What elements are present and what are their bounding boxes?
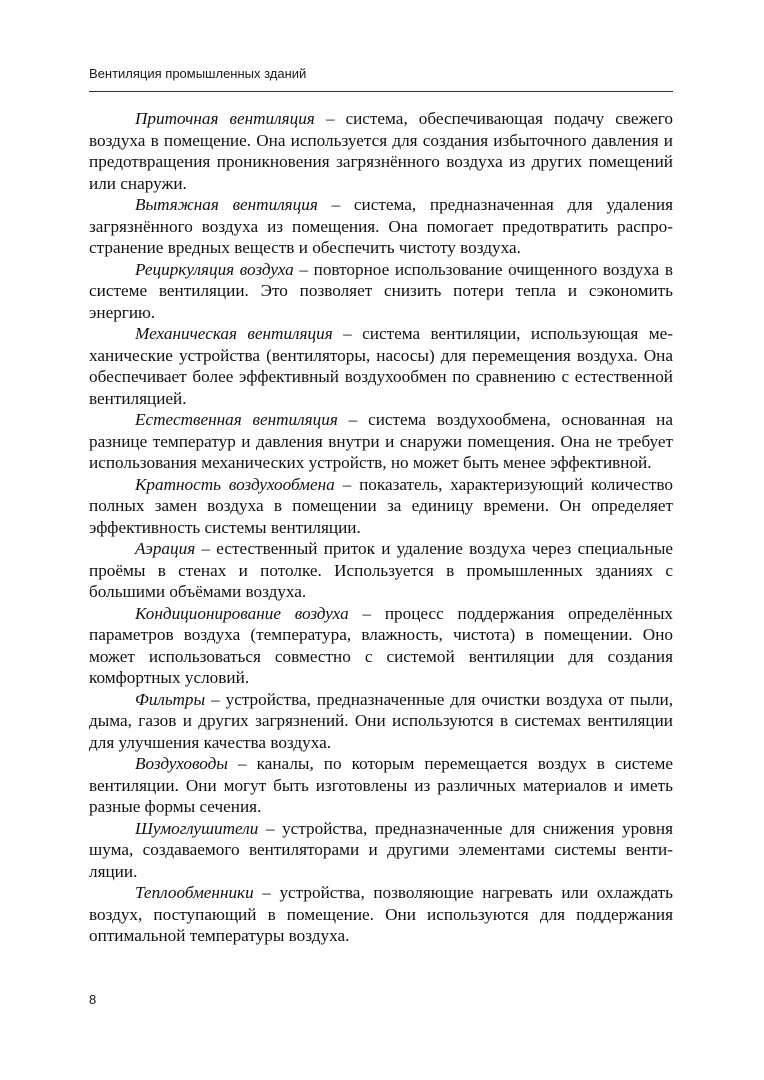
definition-text: – система, предназначенная для удаления загрязнённого воздуха из помещения. Она помогает предотвратить распространение вредных веществ и обеспечить чистоту воздуха. <box>89 195 673 257</box>
definition-paragraph <box>89 603 673 689</box>
definition-text: – устройства, предназначенные для снижения уровня шума, создаваемого вентиляторами и другими элементами системы вентиляции. <box>89 818 673 881</box>
definition-term: Фильтры <box>135 689 206 709</box>
definition-paragraph <box>89 323 673 409</box>
definition-text: – устройства, позволяющие нагревать или охлаждать воздух, поступающий в помещение. Они используются для поддержания оптимальной температуры воздуха. <box>89 883 673 945</box>
definition-term: Вытяжная вентиляция <box>135 195 318 214</box>
definition-term: Рециркуляция воздуха <box>135 259 294 279</box>
definition-term: Теплообменники <box>135 883 254 902</box>
definition-paragraph <box>89 538 673 603</box>
definition-paragraph <box>89 882 673 947</box>
definition-term: Кондиционирование воздуха <box>135 603 349 623</box>
definition-term: Воздуховоды <box>135 754 228 773</box>
running-header: Вентиляция промышленных зданий <box>89 66 307 81</box>
definition-text: – процесс поддержания определённых параметров воздуха (температура, влажность, чистота) в помещении. Оно может использоваться совместно с системой вентиляции для создания комфортных условий. <box>89 603 673 687</box>
definition-term: Естественная вентиляция <box>135 410 338 429</box>
definition-text: – система воздухообмена, основанная на разнице температур и давления внутри и снаружи помещения. Она не требует использования механических устройств, но может быть менее эффективной. <box>89 410 673 472</box>
definition-paragraph <box>89 108 673 194</box>
definition-paragraph <box>89 753 673 818</box>
definition-paragraph <box>89 194 673 259</box>
definition-text: – устройства, предназначенные для очистки воздуха от пыли, дыма, газов и других загрязнений. Они используются в системах вентиляции для улучшения качества воздуха. <box>89 689 673 752</box>
definition-paragraph <box>89 259 673 324</box>
definition-text: – повторное использование очищенного воздуха в системе вентиляции. Это позволяет снизить потери тепла и сэкономить энергию. <box>89 259 673 322</box>
definition-paragraph <box>89 818 673 883</box>
definition-term: Механическая вентиляция <box>135 324 333 343</box>
definition-paragraph <box>89 689 673 754</box>
page-number: 8 <box>89 992 97 1007</box>
definition-text: – система, обеспечивающая подачу свежего воздуха в помещение. Она используется для создания избыточного давления и предотвращения проникновения загрязнённого воздуха из других помещений или снаружи. <box>89 109 673 193</box>
definition-term: Кратность воздухообмена <box>135 474 335 494</box>
definition-text: – система вентиляции, использующая механические устройства (вентиляторы, насосы) для перемещения воздуха. Она обеспечивает более эффективный воздухообмен по сравнению с естественной вентиляцией. <box>89 324 673 408</box>
definition-term: Аэрация <box>135 539 196 558</box>
definition-term: Шумоглушители <box>135 818 259 838</box>
definition-paragraph <box>89 474 673 539</box>
header-rule <box>89 91 673 92</box>
definition-term: Приточная вентиляция <box>135 109 315 128</box>
definition-paragraph <box>89 409 673 474</box>
definition-text: – каналы, по которым перемещается воздух в системе вентиляции. Они могут быть изготовлены из различных материалов и иметь разные формы сечения. <box>89 754 673 816</box>
definition-text: – естественный приток и удаление воздуха через специальные проёмы в стенах и потолке. Используется в промышленных зданиях с большими объёмами воздуха. <box>89 539 673 601</box>
body-text <box>89 108 673 947</box>
definition-text: – показатель, характеризующий количество полных замен воздуха в помещении за единицу времени. Он определяет эффективность системы вентиляции. <box>89 474 673 537</box>
